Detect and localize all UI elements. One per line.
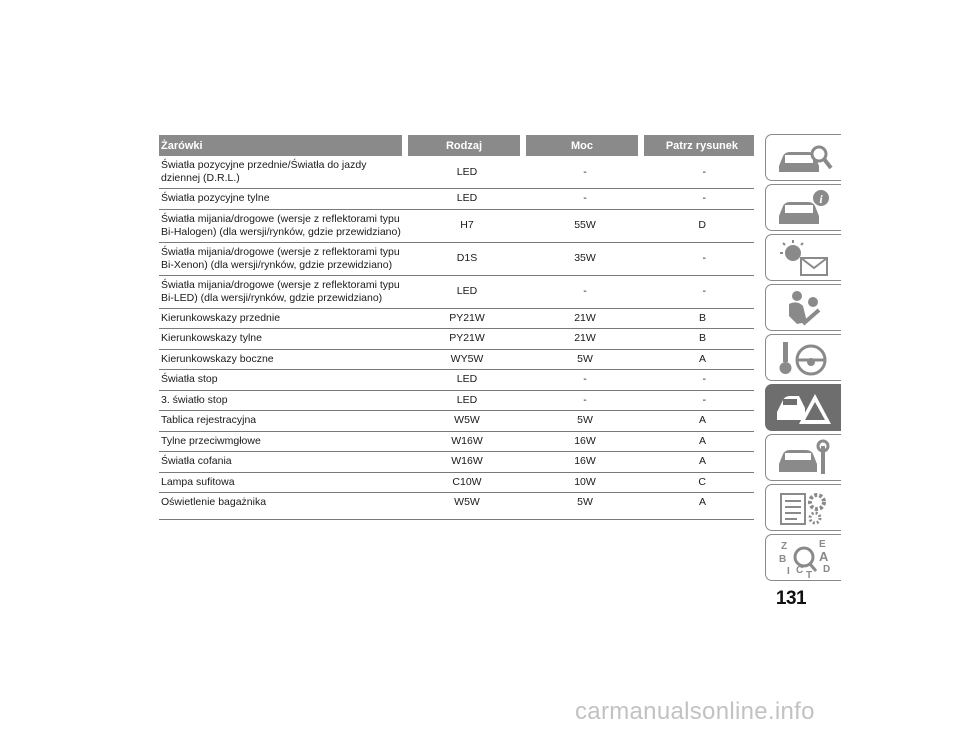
bulb-figure: A [698,352,706,365]
index-letter: C [795,564,803,576]
tab-car-info[interactable] [765,184,841,231]
bulb-name: Lampa sufitowa [161,475,235,488]
bulb-type: D1S [456,252,478,264]
index-letter: B [778,553,786,565]
bulb-figure: - [702,165,706,178]
chapter-tabs [765,134,841,584]
car-breakdown-warning-icon [775,388,833,428]
bulb-type: LED [456,373,478,386]
table-row [159,243,754,276]
car-maintenance-wrench-icon [775,438,833,478]
index-letter: A [818,548,828,564]
watermark: carmanualsonline.info [575,698,815,725]
warning-light-mail-icon [775,238,833,278]
table-row [159,370,754,391]
bulb-power: - [583,285,587,297]
table-row [159,210,754,243]
table-header [159,135,754,156]
table-row [159,432,754,453]
bulb-figure: - [702,393,706,406]
bulb-type: C10W [452,475,482,488]
page-number: 131 [775,588,807,609]
airbag-passenger-icon [775,288,833,328]
table-row [159,329,754,350]
bulb-name: Oświetlenie bagażnika [161,496,267,508]
table-row [159,189,754,210]
svg-text:i: i [818,191,823,206]
bulb-figure: A [698,496,706,508]
bulb-power: 5W [577,414,593,427]
key-steering-wheel-icon [775,338,833,378]
bulb-type: LED [456,165,478,178]
tab-starting-driving[interactable] [765,334,841,381]
car-info-icon [775,188,833,228]
table-row [159,473,754,494]
bulb-power: 55W [574,219,596,231]
index-letter: Z [780,540,787,552]
bulb-name: Światła stop [161,373,218,386]
tab-warning-lights[interactable] [765,234,841,281]
bulb-type: H7 [460,219,474,231]
bulb-name: Światła pozycyjne tylne [161,192,270,205]
bulb-name: Kierunkowskazy boczne [161,352,274,365]
table-row [159,493,754,520]
header-type: Rodzaj [408,135,520,156]
table-row [159,391,754,412]
bulb-name: Tylne przeciwmgłowe [161,434,261,447]
header-figure: Patrz rysunek [644,135,754,156]
bulb-figure: D [698,219,706,231]
bulb-type: W16W [451,455,483,468]
bulb-power: - [583,165,587,178]
bulbs-table [159,135,754,520]
alphabetical-index-icon [775,538,833,578]
bulb-power: 5W [577,496,593,508]
bulb-power: - [583,192,587,205]
bulb-type: PY21W [449,311,485,324]
bulb-type: LED [456,393,478,406]
tab-emergency[interactable] [765,384,841,431]
bulb-name: Tablica rejestracyjna [161,414,257,427]
bulb-name: Kierunkowskazy przednie [161,311,281,324]
bulb-type: W16W [451,434,483,447]
bulb-type: LED [456,285,478,297]
table-row [159,156,754,189]
tab-technical-data[interactable] [765,484,841,531]
bulb-power: 21W [574,311,596,324]
bulb-type: W5W [454,496,480,508]
bulb-figure: - [702,373,706,386]
index-letter: D [822,563,830,575]
bulb-figure: A [698,434,706,447]
bulb-power: 21W [574,332,596,345]
bulb-name: Światła cofania [161,455,232,468]
bulb-name: Światła mijania/drogowe (wersje z reflektorami typu Bi-Xenon) (dla wersji/rynków, gdzie przewidziano) [161,245,400,271]
tab-index[interactable] [765,534,841,581]
index-letter: I [786,565,790,577]
bulb-name: Kierunkowskazy tylne [161,332,262,345]
table-row [159,276,754,309]
bulb-power: 16W [574,434,596,447]
bulb-figure: - [702,192,706,205]
bulb-power: 16W [574,455,596,468]
bulb-figure: - [702,285,706,297]
bulb-power: - [583,373,587,386]
bulb-power: - [583,393,587,406]
bulb-type: PY21W [449,332,485,345]
table-row [159,309,754,330]
table-row [159,452,754,473]
bulb-power: 35W [574,252,596,264]
bulb-power: 5W [577,352,593,365]
bulb-name: 3. światło stop [161,393,228,406]
bulb-power: 10W [574,475,596,488]
bulb-type: W5W [454,414,480,427]
bulb-figure: B [698,332,706,345]
bulb-figure: C [698,475,706,488]
tab-safety[interactable] [765,284,841,331]
bulb-figure: A [698,455,706,468]
tab-car-search[interactable] [765,134,841,181]
header-power: Moc [526,135,638,156]
index-letter: E [818,538,826,550]
bulb-figure: A [698,414,706,427]
technical-data-gear-icon [775,488,833,528]
bulb-name: Światła mijania/drogowe (wersje z reflektorami typu Bi-LED) (dla wersji/rynków, gdzie przewidziano) [161,278,400,304]
bulb-name: Światła mijania/drogowe (wersje z reflektorami typu Bi-Halogen) (dla wersji/rynków, gdzie przewidziano) [161,212,401,238]
index-letter: T [805,569,812,578]
table-row [159,350,754,371]
bulb-type: LED [456,192,478,205]
tab-maintenance[interactable] [765,434,841,481]
bulb-figure: B [698,311,706,324]
table-row [159,411,754,432]
bulb-type: WY5W [450,352,484,365]
header-bulbs: Żarówki [159,135,402,156]
bulb-name: Światła pozycyjne przednie/Światła do jazdy dziennej (D.R.L.) [161,159,367,184]
car-search-icon [775,138,833,178]
bulb-figure: - [702,252,706,264]
